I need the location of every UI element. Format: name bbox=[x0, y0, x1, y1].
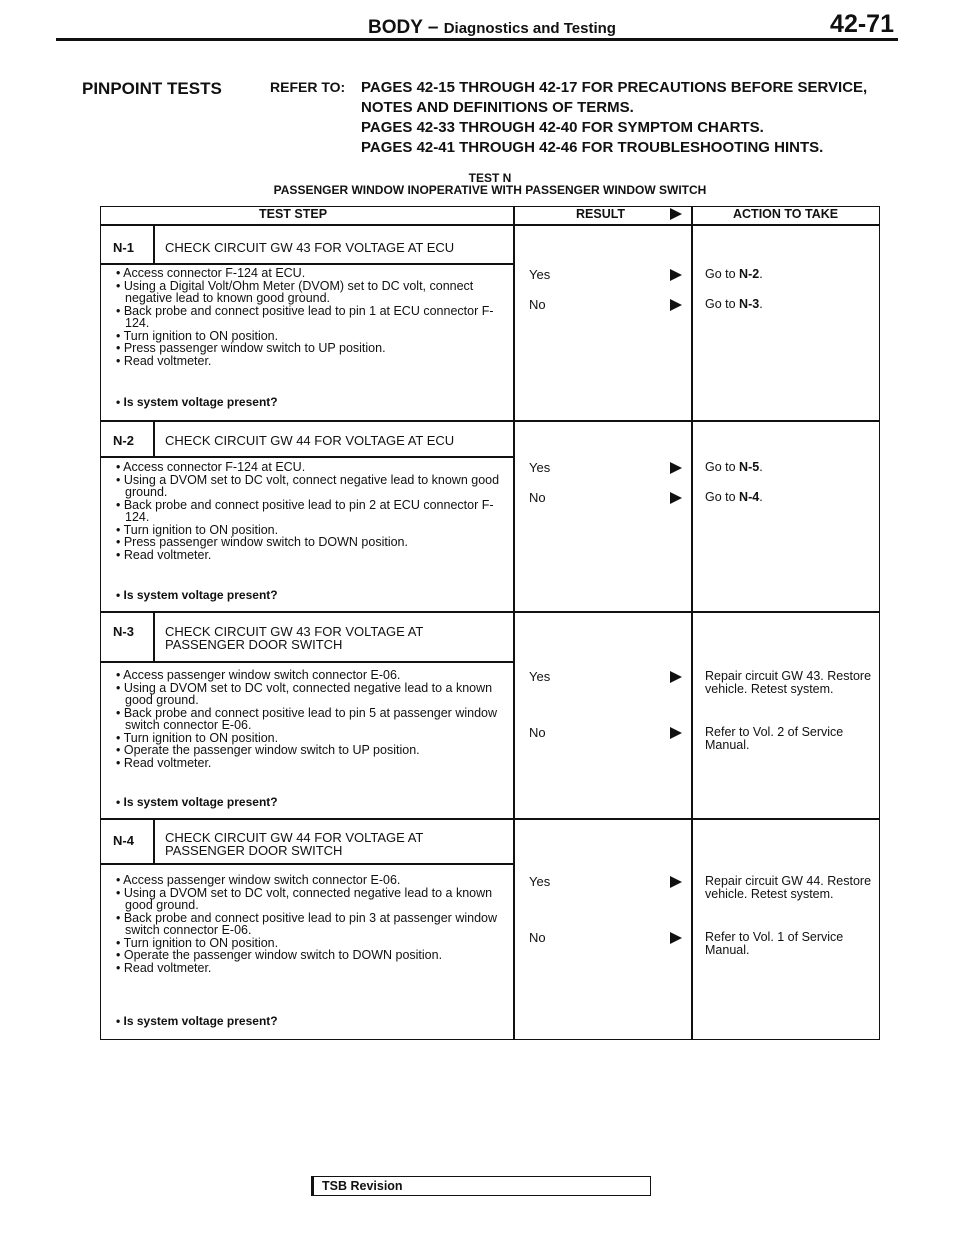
step-question: • Is system voltage present? bbox=[116, 795, 278, 809]
result-arrow-icon bbox=[670, 931, 682, 949]
result-no: No bbox=[529, 297, 546, 312]
header-rule bbox=[56, 38, 898, 41]
step-title-rule bbox=[100, 661, 514, 663]
instruction-item: • Operate the passenger window switch to UP position. bbox=[116, 743, 420, 757]
result-yes: Yes bbox=[529, 267, 551, 282]
refer-to-label: REFER TO: bbox=[270, 79, 346, 95]
step-id: N-2 bbox=[113, 433, 134, 448]
action-text: Refer to Vol. 2 of Service Manual. bbox=[705, 725, 844, 752]
instruction-item: • Using a Digital Volt/Ohm Meter (DVOM) set to DC volt, connect negative lead to known good ground. bbox=[116, 278, 474, 305]
instruction-item: • Access connector F-124 at ECU. bbox=[116, 266, 306, 280]
row-separator bbox=[100, 611, 880, 613]
instruction-item: • Using a DVOM set to DC volt, connected negative lead to a known good ground. bbox=[116, 885, 493, 912]
result-arrow-icon bbox=[670, 268, 682, 286]
instruction-item: • Turn ignition to ON position. bbox=[116, 328, 279, 343]
result-no: No bbox=[529, 725, 546, 740]
step-instructions bbox=[116, 669, 501, 769]
step-instructions bbox=[116, 874, 501, 974]
step-id-divider bbox=[153, 611, 155, 662]
column-header-test-step: TEST STEP bbox=[259, 207, 328, 221]
instruction-item: • Read voltmeter. bbox=[116, 960, 212, 975]
action-text: Go to N-4. bbox=[705, 490, 763, 504]
instruction-item: • Turn ignition to ON position. bbox=[116, 730, 279, 745]
page-number: 42-71 bbox=[830, 10, 894, 38]
step-id: N-1 bbox=[113, 240, 134, 255]
action-target: N-3 bbox=[739, 297, 760, 311]
test-description: PASSENGER WINDOW INOPERATIVE WITH PASSENGER WINDOW SWITCH bbox=[273, 183, 707, 197]
row-separator bbox=[100, 420, 880, 422]
page-title: BODY – Diagnostics and Testing bbox=[368, 17, 616, 38]
instruction-item: • Read voltmeter. bbox=[116, 547, 212, 562]
instruction-item: • Access connector F-124 at ECU. bbox=[116, 460, 306, 474]
step-id: N-4 bbox=[113, 833, 134, 848]
pinpoint-tests-label: PINPOINT TESTS bbox=[82, 79, 222, 98]
instruction-item: • Operate the passenger window switch to DOWN position. bbox=[116, 948, 443, 962]
refer-list bbox=[361, 78, 867, 158]
instruction-item: • Back probe and connect positive lead to pin 5 at passenger window switch connector E-06. bbox=[116, 705, 498, 732]
test-heading bbox=[100, 172, 880, 196]
instruction-item: • Turn ignition to ON position. bbox=[116, 522, 279, 537]
result-yes: Yes bbox=[529, 460, 551, 475]
step-question: • Is system voltage present? bbox=[116, 1014, 278, 1028]
refer-line: PAGES 42-41 THROUGH 42-46 FOR TROUBLESHOOTING HINTS. bbox=[361, 139, 824, 156]
result-arrow-icon bbox=[670, 207, 682, 225]
result-arrow-icon bbox=[670, 670, 682, 688]
column-divider bbox=[691, 206, 693, 1040]
action-text: Go to N-3. bbox=[705, 297, 763, 311]
step-id: N-3 bbox=[113, 624, 134, 639]
result-arrow-icon bbox=[670, 875, 682, 893]
step-id-divider bbox=[153, 420, 155, 457]
tsb-revision-box: TSB Revision bbox=[311, 1176, 651, 1196]
test-name: TEST N bbox=[468, 171, 512, 185]
instruction-item: • Access passenger window switch connector E-06. bbox=[116, 873, 401, 887]
step-title: CHECK CIRCUIT GW 43 FOR VOLTAGE AT ECU bbox=[165, 240, 455, 255]
step-title-rule bbox=[100, 263, 514, 265]
action-text: Repair circuit GW 44. Restore vehicle. Retest system. bbox=[705, 874, 872, 901]
instruction-item: • Press passenger window switch to UP position. bbox=[116, 341, 386, 355]
header-row-rule bbox=[100, 224, 880, 226]
instruction-item: • Back probe and connect positive lead to pin 2 at ECU connector F-124. bbox=[116, 497, 494, 524]
step-instructions bbox=[116, 461, 501, 561]
step-instructions bbox=[116, 267, 501, 367]
instruction-item: • Read voltmeter. bbox=[116, 755, 212, 770]
row-separator bbox=[100, 818, 880, 820]
step-question: • Is system voltage present? bbox=[116, 588, 278, 602]
step-id-divider bbox=[153, 818, 155, 864]
action-text: Refer to Vol. 1 of Service Manual. bbox=[705, 930, 844, 957]
page-subtitle: Diagnostics and Testing bbox=[443, 20, 616, 37]
column-header-result: RESULT bbox=[576, 207, 626, 221]
refer-line: PAGES 42-15 THROUGH 42-17 FOR PRECAUTIONS BEFORE SERVICE, bbox=[361, 79, 868, 96]
step-id-divider bbox=[153, 224, 155, 264]
instruction-item: • Using a DVOM set to DC volt, connected negative lead to a known good ground. bbox=[116, 680, 493, 707]
step-title: CHECK CIRCUIT GW 44 FOR VOLTAGE AT PASSENGER DOOR SWITCH bbox=[165, 830, 424, 858]
refer-line: PAGES 42-33 THROUGH 42-40 FOR SYMPTOM CHARTS. bbox=[361, 119, 764, 136]
action-target: N-4 bbox=[739, 490, 760, 504]
result-arrow-icon bbox=[670, 461, 682, 479]
result-arrow-icon bbox=[670, 298, 682, 316]
instruction-item: • Using a DVOM set to DC volt, connect negative lead to known good ground. bbox=[116, 472, 500, 499]
result-no: No bbox=[529, 490, 546, 505]
column-divider bbox=[513, 206, 515, 1040]
action-text: Repair circuit GW 43. Restore vehicle. Retest system. bbox=[705, 669, 872, 696]
instruction-item: • Back probe and connect positive lead to pin 3 at passenger window switch connector E-06. bbox=[116, 910, 498, 937]
result-arrow-icon bbox=[670, 726, 682, 744]
column-header-action: ACTION TO TAKE bbox=[733, 207, 839, 221]
instruction-item: • Turn ignition to ON position. bbox=[116, 935, 279, 950]
action-text: Go to N-5. bbox=[705, 460, 763, 474]
action-target: N-2 bbox=[739, 267, 760, 281]
result-no: No bbox=[529, 930, 546, 945]
page-header bbox=[56, 8, 898, 38]
step-title-rule bbox=[100, 863, 514, 865]
result-arrow-icon bbox=[670, 491, 682, 509]
instruction-item: • Read voltmeter. bbox=[116, 353, 212, 368]
refer-line: NOTES AND DEFINITIONS OF TERMS. bbox=[361, 99, 634, 116]
step-question: • Is system voltage present? bbox=[116, 395, 278, 409]
instruction-item: • Access passenger window switch connector E-06. bbox=[116, 668, 401, 682]
step-title: CHECK CIRCUIT GW 44 FOR VOLTAGE AT ECU bbox=[165, 433, 455, 448]
result-yes: Yes bbox=[529, 874, 551, 889]
step-title: CHECK CIRCUIT GW 43 FOR VOLTAGE AT PASSENGER DOOR SWITCH bbox=[165, 624, 424, 652]
action-target: N-5 bbox=[739, 460, 760, 474]
instruction-item: • Press passenger window switch to DOWN position. bbox=[116, 535, 408, 549]
instruction-item: • Back probe and connect positive lead to pin 1 at ECU connector F-124. bbox=[116, 303, 494, 330]
action-text: Go to N-2. bbox=[705, 267, 763, 281]
step-title-rule bbox=[100, 456, 514, 458]
result-yes: Yes bbox=[529, 669, 551, 684]
